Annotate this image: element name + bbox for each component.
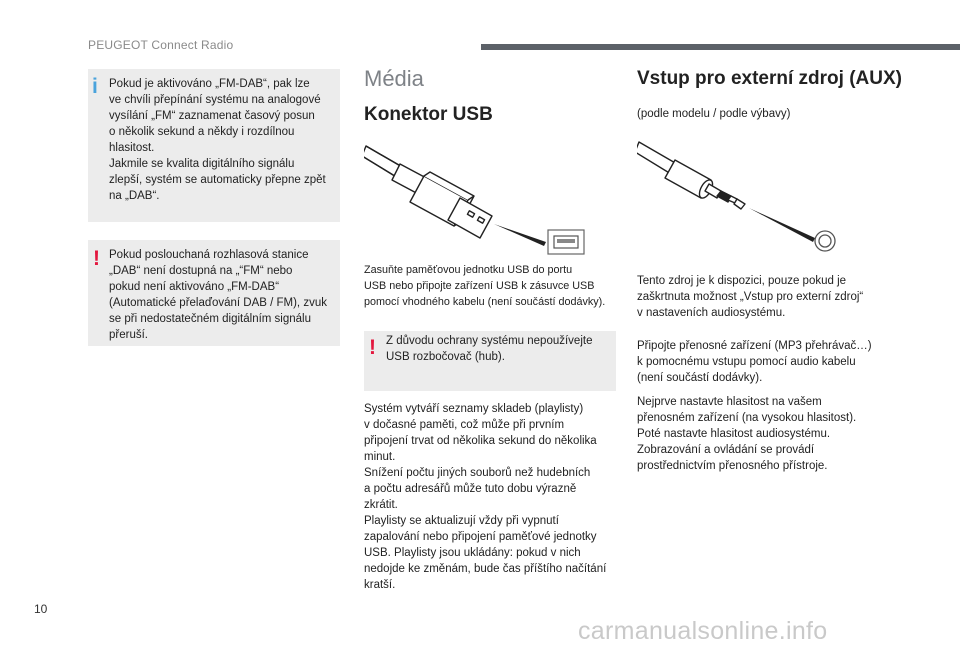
media-title: Média [364,66,424,91]
watermark: carmanualsonline.info [578,617,828,645]
usb-warning-text: Z důvodu ochrany systému nepoužívejte USB rozbočovač (hub). [386,335,593,363]
warning-icon: ! [369,336,376,359]
header-title: PEUGEOT Connect Radio [88,38,234,52]
page-number: 10 [34,602,48,616]
warning-icon: ! [93,247,100,270]
usb-title: Konektor USB [364,104,493,125]
aux-paragraph-1: Tento zdroj je k dispozici, pouze pokud je zaškrtnuta možnost „Vstup pro externí zdroj“ v nastaveních audiosystému. [637,275,864,319]
warning-note-text: Pokud poslouchaná rozhlasová stanice „DAB“ není dostupná na „“FM“ nebo pokud není aktivováno „FM-DAB“ (Automatické přelaďování DAB / FM), zvuk se při nedostatečném digitálním signálu přeruší. [109,249,327,341]
info-note-text: Pokud je aktivováno „FM-DAB“, pak lze ve chvíli přepínání systému na analogové vysílání „FM“ zaznamenat časový posun o několik sekund a někdy i rozdílnou hlasitost. Jakmile se kvalita digitálního signálu zlepší, systém se automaticky přepne zpět na „DAB“. [109,78,326,202]
info-icon: i [92,75,98,98]
usb-caption: Zasuňte paměťovou jednotku USB do portu USB nebo připojte zařízení USB k zásuvce USB pomocí vhodného kabelu (není součástí dodávky). [364,264,606,308]
media-body-text: Systém vytváří seznamy skladeb (playlisty) v dočasné paměti, což může při prvním připojení trvat od několika sekund do několika minut. Snížení počtu jiných souborů než hudebních a počtu adresářů může tuto dobu výrazně zkrátit. Playlisty se aktualizují vždy při vypnutí zapalování nebo připojení paměťové jednotky USB. Playlisty jsou ukládány: pokud v nich nedojde ke změnám, bude čas příštího načítání kratší. [364,403,607,591]
usb-connector-illustration [364,138,590,258]
aux-jack-illustration [637,138,847,256]
aux-paragraph-3: Nejprve nastavte hlasitost na vašem přenosném zařízení (na vysokou hlasitost). Poté nastavte hlasitost audiosystému. Zobrazování a ovládání se provádí prostřednictvím přenosného přístroje. [637,396,857,472]
aux-paragraph-2: Připojte přenosné zařízení (MP3 přehrávač…) k pomocnému vstupu pomocí audio kabelu (není součástí dodávky). [637,340,872,384]
aux-title: Vstup pro externí zdroj (AUX) [637,68,902,89]
aux-subtitle: (podle modelu / podle výbavy) [637,108,791,120]
header-bar [481,44,960,50]
